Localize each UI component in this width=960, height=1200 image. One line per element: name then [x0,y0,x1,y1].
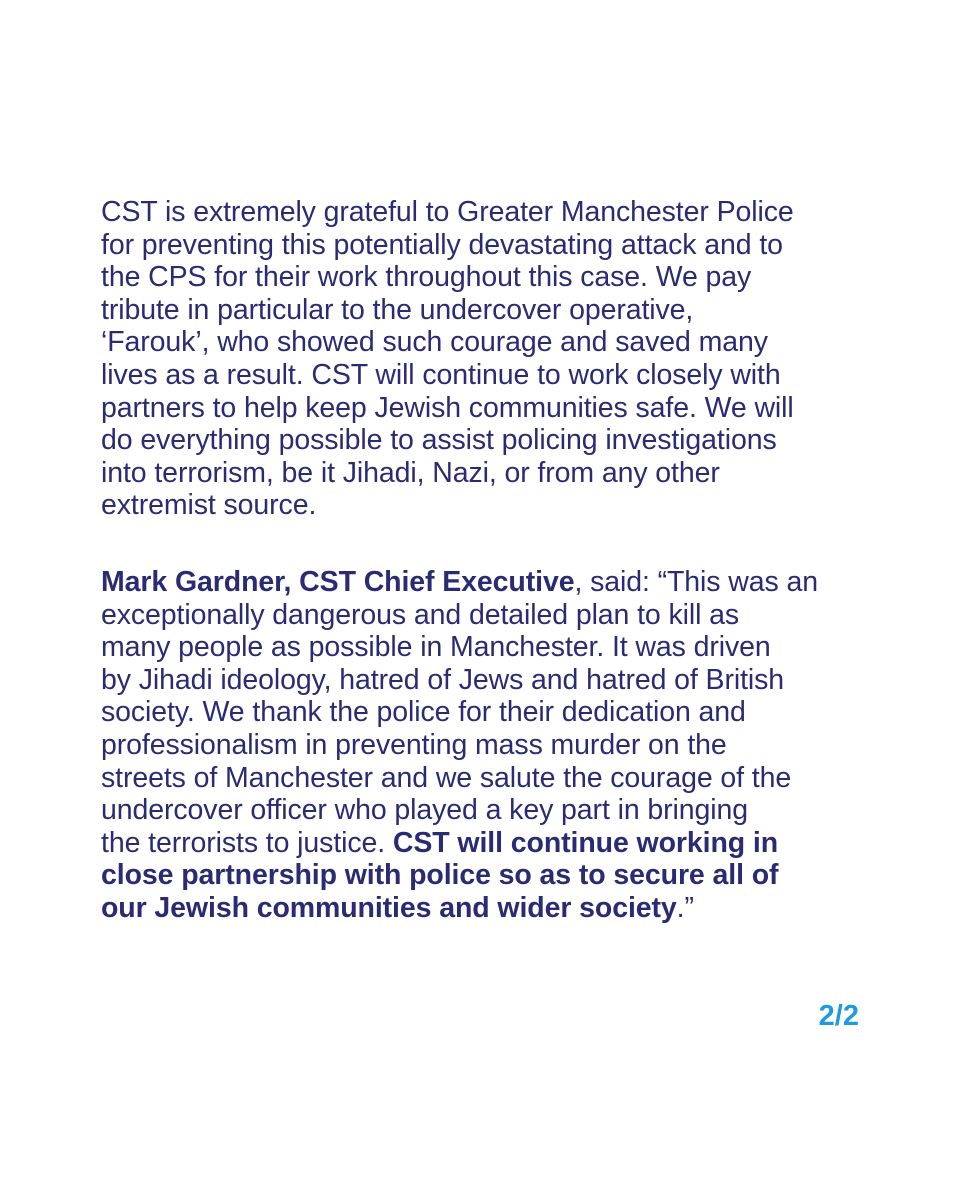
statement-body [101,196,881,924]
quote-emphasis: CST will continue working in close partnership with police so as to secure all of our Jewish communities and wider society [101,826,779,924]
statement-paragraph: CST is extremely grateful to Greater Manchester Police for preventing this potentially devastating attack and to the CPS for their work throughout this case. We pay tribute in particular to the undercover operative, ‘Farouk’, who showed such courage and saved many lives as a result. CST will continue to work closely with partners to help keep Jewish communities safe. We will do everything possible to assist policing investigations into terrorism, be it Jihadi, Nazi, or from any other extremist source. [101,196,794,522]
page-indicator: 2/2 [818,1000,859,1032]
quote-paragraph [101,566,881,925]
quote-intro-text: , said: “This was an exceptionally dangerous and detailed plan to kill as many people as possible in Manchester. It was driven by Jihadi ideology, hatred of Jews and hatred of British society. We thank the police for their dedication and professionalism in preventing mass murder on the streets of Manchester and we salute the courage of the undercover officer who played a key part in bringing the terrorists to justice. [101,565,818,859]
quote-speaker: Mark Gardner, CST Chief Executive [101,565,575,598]
quote-closing: .” [676,891,694,924]
